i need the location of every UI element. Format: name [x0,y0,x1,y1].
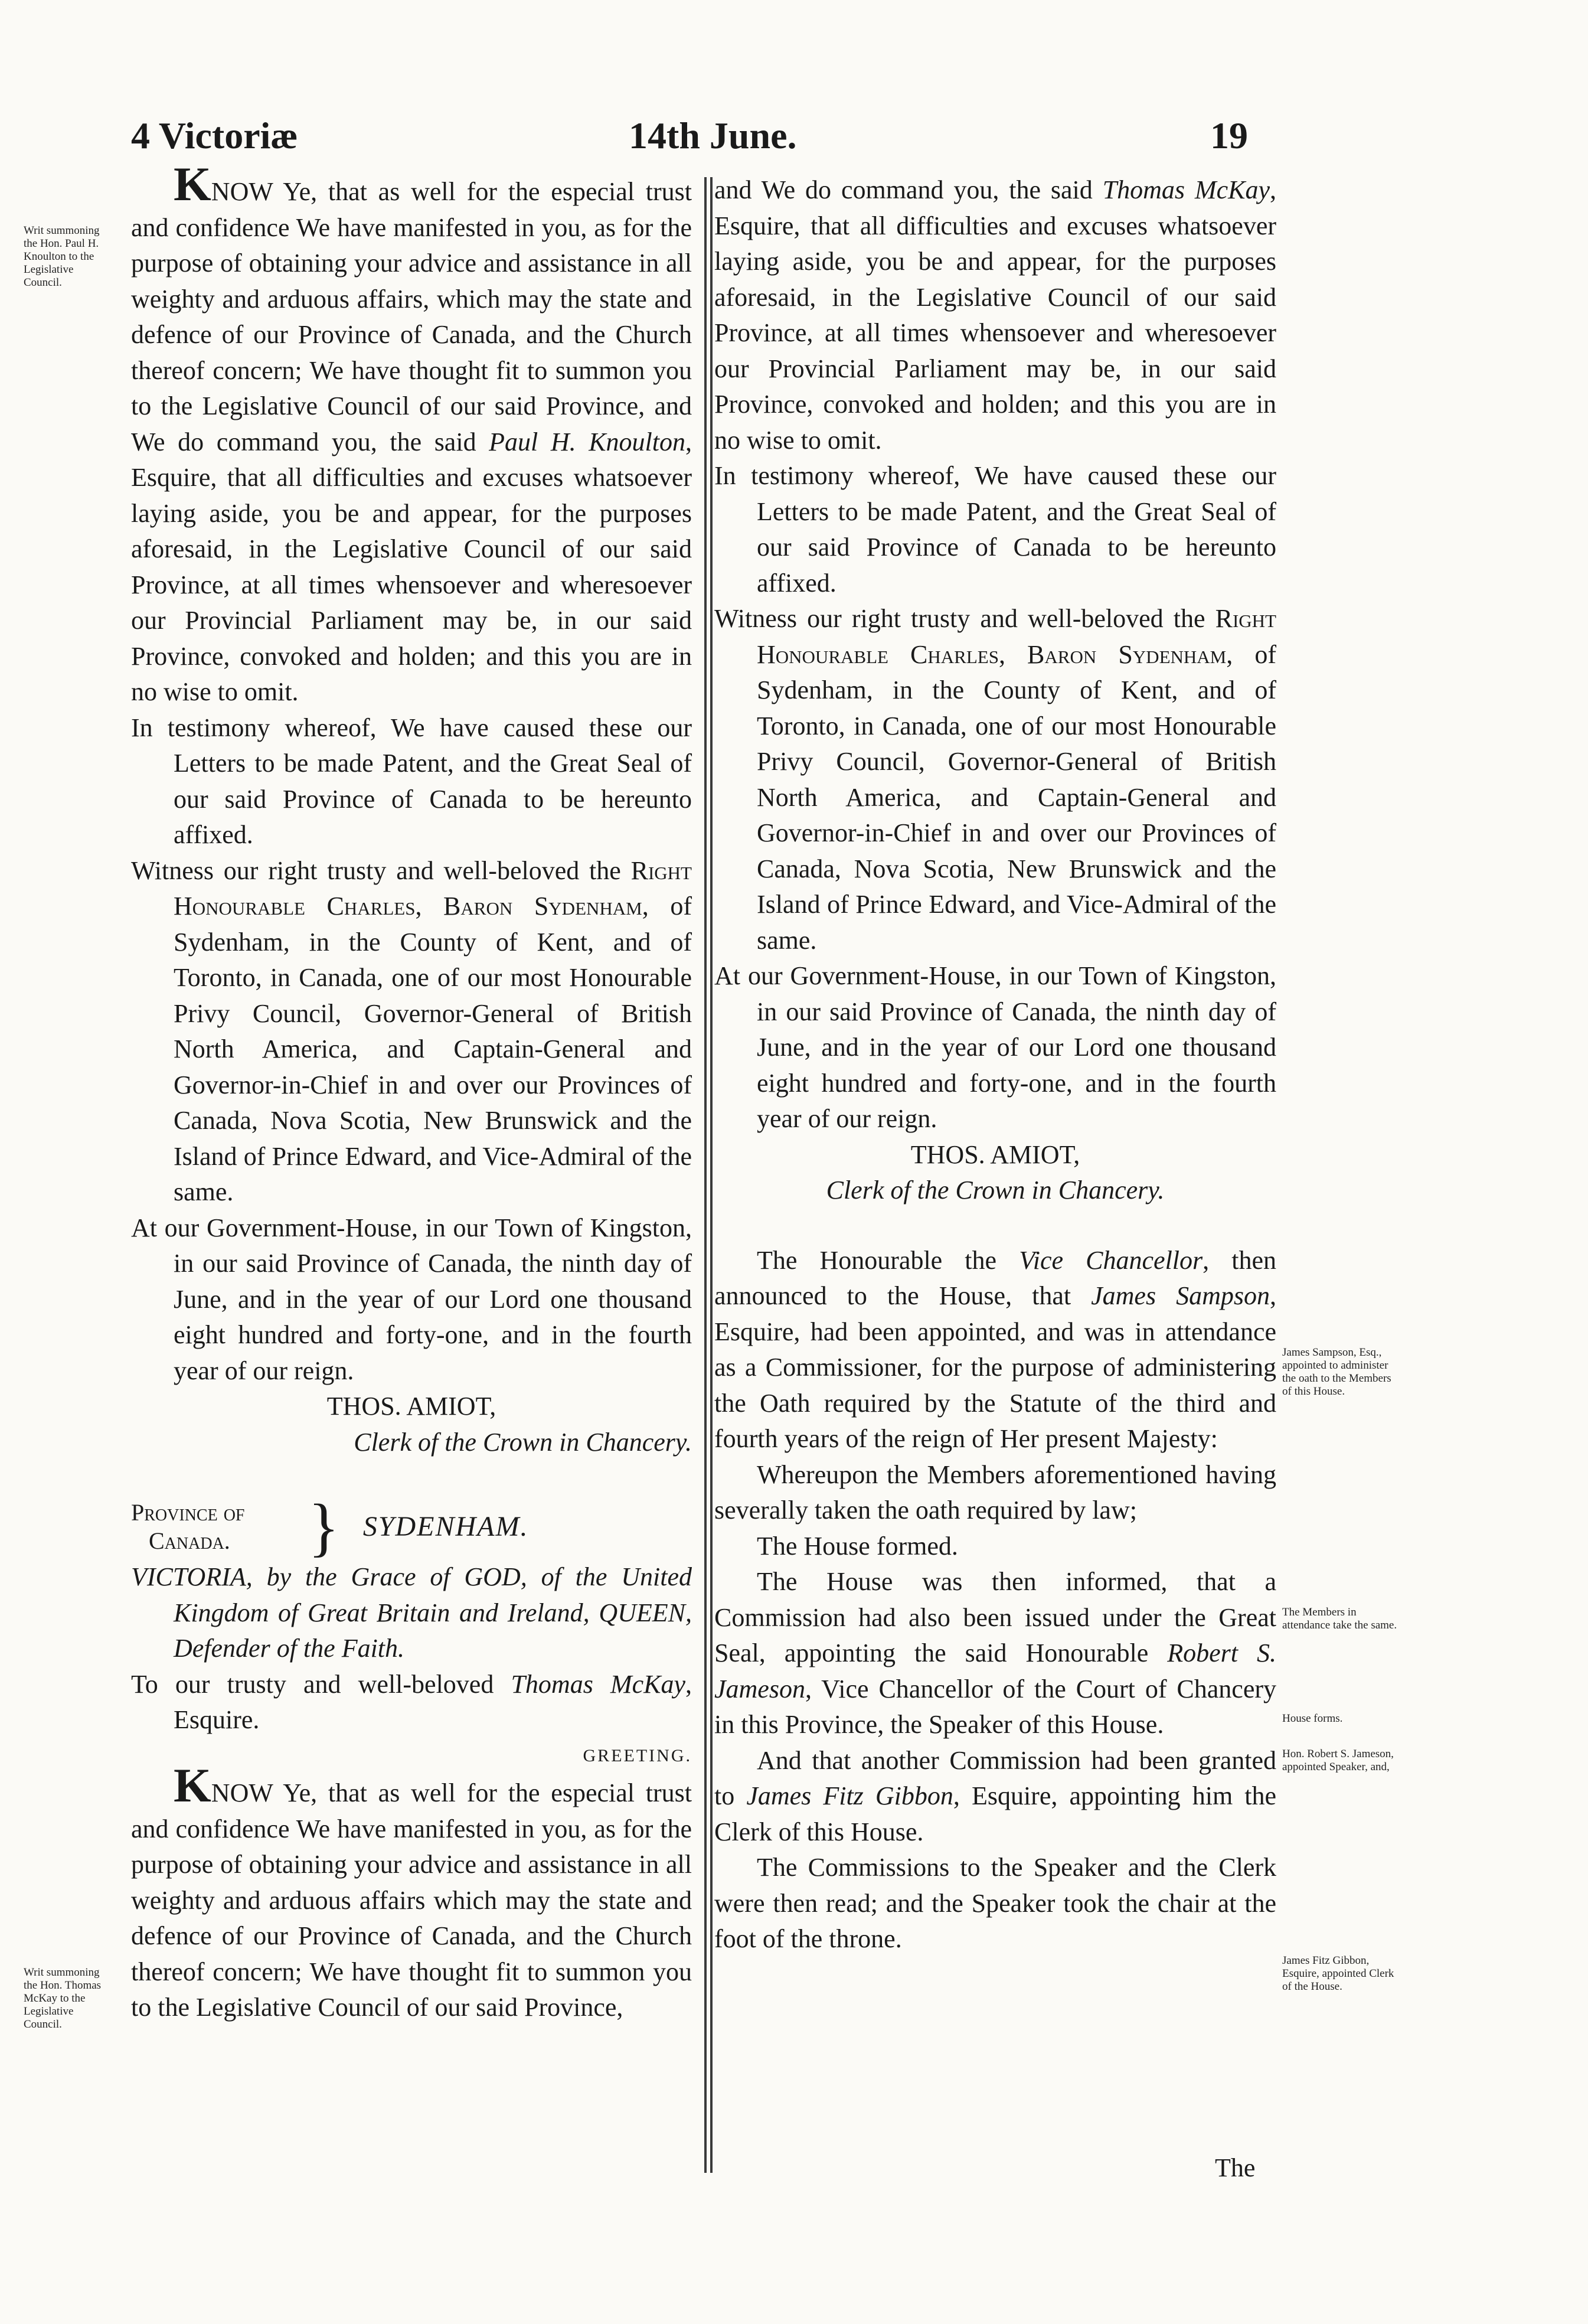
given-clause: At our Government-House, in our Town of Kingston, in our said Province of Canada, the ninth day of June, and in the year of our Lord one thousand eight hundred and forty-one, and in the fourth year of our reign. [131,1213,692,1385]
right-column [714,172,1276,1957]
margin-note: Hon. Robert S. Jameson, appointed Speaker, and, [1282,1748,1394,1773]
signature-name: THOS. AMIOT, [910,1140,1080,1169]
proceedings-paragraph: And that another Commission had been granted to James Fitz Gibbon, Esquire, appointing him the Clerk of this House. [714,1745,1276,1846]
writ-continuation: and We do command you, the said Thomas McKay, Esquire, that all difficulties and excuses whatsoever laying aside, you be and appear, for the purposes aforesaid, in the Legislative Council of our said Province, at all times whensoever and wheresoever our Provincial Parliament may be, in our said Province, convoked and holden; and this you are in no wise to omit. [714,175,1276,455]
province-label: Canada. [149,1527,230,1554]
left-column [131,157,692,2026]
writ-paragraph: KNOW Ye, that as well for the especial trust and confidence We have manifested in you, as for the purpose of obtaining your advice and assistance in all weighty and arduous affairs, which may the state and defence of our Province of Canada, and the Church thereof concern; We have thought fit to summon you to the Legislative Council of our said Province, and We do command you, the said Paul H. Knoulton, Esquire, that all difficulties and excuses whatsoever laying aside, you be and appear, for the purposes aforesaid, in the Legislative Council of our said Province, at all times whensoever and wheresoever our Provincial Parliament may be, in our said Province, convoked and holden; and this you are in no wise to omit. [131,157,692,706]
margin-note: Writ summoning the Hon. Paul H. Knoulton to the Legislative Council. [24,224,100,289]
margin-note: The Members in attendance take the same. [1282,1606,1397,1631]
proceedings-paragraph: The Honourable the Vice Chancellor, then announced to the House, that James Sampson, Esquire, had been appointed, and was in attendance as a Commissioner, for the purpose of administering the Oath required by the Statute of the third and fourth years of the reign of Her present Majesty: [714,1245,1277,1453]
margin-note: Writ summoning the Hon. Thomas McKay to the Legislative Council. [24,1966,102,2031]
proceedings-paragraph: The Commissions to the Speaker and the Clerk were then read; and the Speaker took the chair at the foot of the throne. [714,1853,1276,1953]
column-divider [710,177,713,2173]
signature-title: Clerk of the Crown in Chancery. [354,1427,692,1457]
province-heading [131,1491,692,1563]
proceedings-paragraph: Whereupon the Members aforementioned having severally taken the oath required by law; [714,1460,1276,1525]
page-number: 19 [1210,115,1248,156]
column-divider [704,177,707,2173]
greeting: GREETING. [583,1745,692,1765]
running-head-left: 4 Victoriæ [131,115,298,156]
testimony-clause: In testimony whereof, We have caused these our Letters to be made Patent, and the Great Seal of our said Province of Canada to be hereunto affixed. [131,713,692,849]
witness-clause: Witness our right trusty and well-beloved the Right Honourable Charles, Baron Sydenham, of Sydenham, in the County of Kent, and of Toronto, in Canada, one of our most Honourable Privy Council, Governor-General of British North America, and Captain-General and Governor-in-Chief in and over our Provinces of Canada, Nova Scotia, New Brunswick and the Island of Prince Edward, and Vice-Admiral of the same. [714,604,1276,955]
margin-note: James Sampson, Esq., appointed to administer the oath to the Members of this House. [1282,1346,1391,1398]
province-label: Province of [131,1499,245,1526]
province-title: SYDENHAM. [362,1510,529,1542]
address-line: To our trusty and well-beloved Thomas McKay, Esquire. [131,1669,692,1734]
given-clause: At our Government-House, in our Town of Kingston, in our said Province of Canada, the ninth day of June, and in the year of our Lord one thousand eight hundred and forty-one, and in the fourth year of our reign. [714,961,1276,1133]
catchword: The [1215,2153,1256,2182]
margin-note: House forms. [1282,1712,1343,1725]
signature-title: Clerk of the Crown in Chancery. [826,1176,1165,1205]
signature-name: THOS. AMIOT, [326,1392,496,1421]
margin-note: James Fitz Gibbon, Esquire, appointed Clerk of the House. [1282,1954,1394,1993]
proceedings-paragraph: The House was then informed, that a Commission had also been issued under the Great Seal, appointing the said Honourable Robert S. Jameson, Vice Chancellor of the Court of Chancery in this Province, the Speaker of this House. [714,1567,1276,1739]
testimony-clause: In testimony whereof, We have caused these our Letters to be made Patent, and the Great Seal of our said Province of Canada to be hereunto affixed. [714,461,1276,598]
proceedings-paragraph: The House formed. [757,1531,958,1561]
brace-glyph: } [308,1491,339,1563]
running-head-date: 14th June. [629,115,797,156]
royal-style: VICTORIA, by the Grace of GOD, of the United Kingdom of Great Britain and Ireland, QUEEN, Defender of the Faith. [131,1562,692,1663]
writ-paragraph: KNOW Ye, that as well for the especial trust and confidence We have manifested in you, as for the purpose of obtaining your advice and assistance in all weighty and arduous affairs which may the state and defence of our Province of Canada, and the Church thereof concern; We have thought fit to summon you to the Legislative Council of our said Province, [131,1758,692,2022]
witness-clause: Witness our right trusty and well-beloved the Right Honourable Charles, Baron Sydenham, of Sydenham, in the County of Kent, and of Toronto, in Canada, one of our most Honourable Privy Council, Governor-General of British North America, and Captain-General and Governor-in-Chief in and over our Provinces of Canada, Nova Scotia, New Brunswick and the Island of Prince Edward, and Vice-Admiral of the same. [131,856,692,1206]
